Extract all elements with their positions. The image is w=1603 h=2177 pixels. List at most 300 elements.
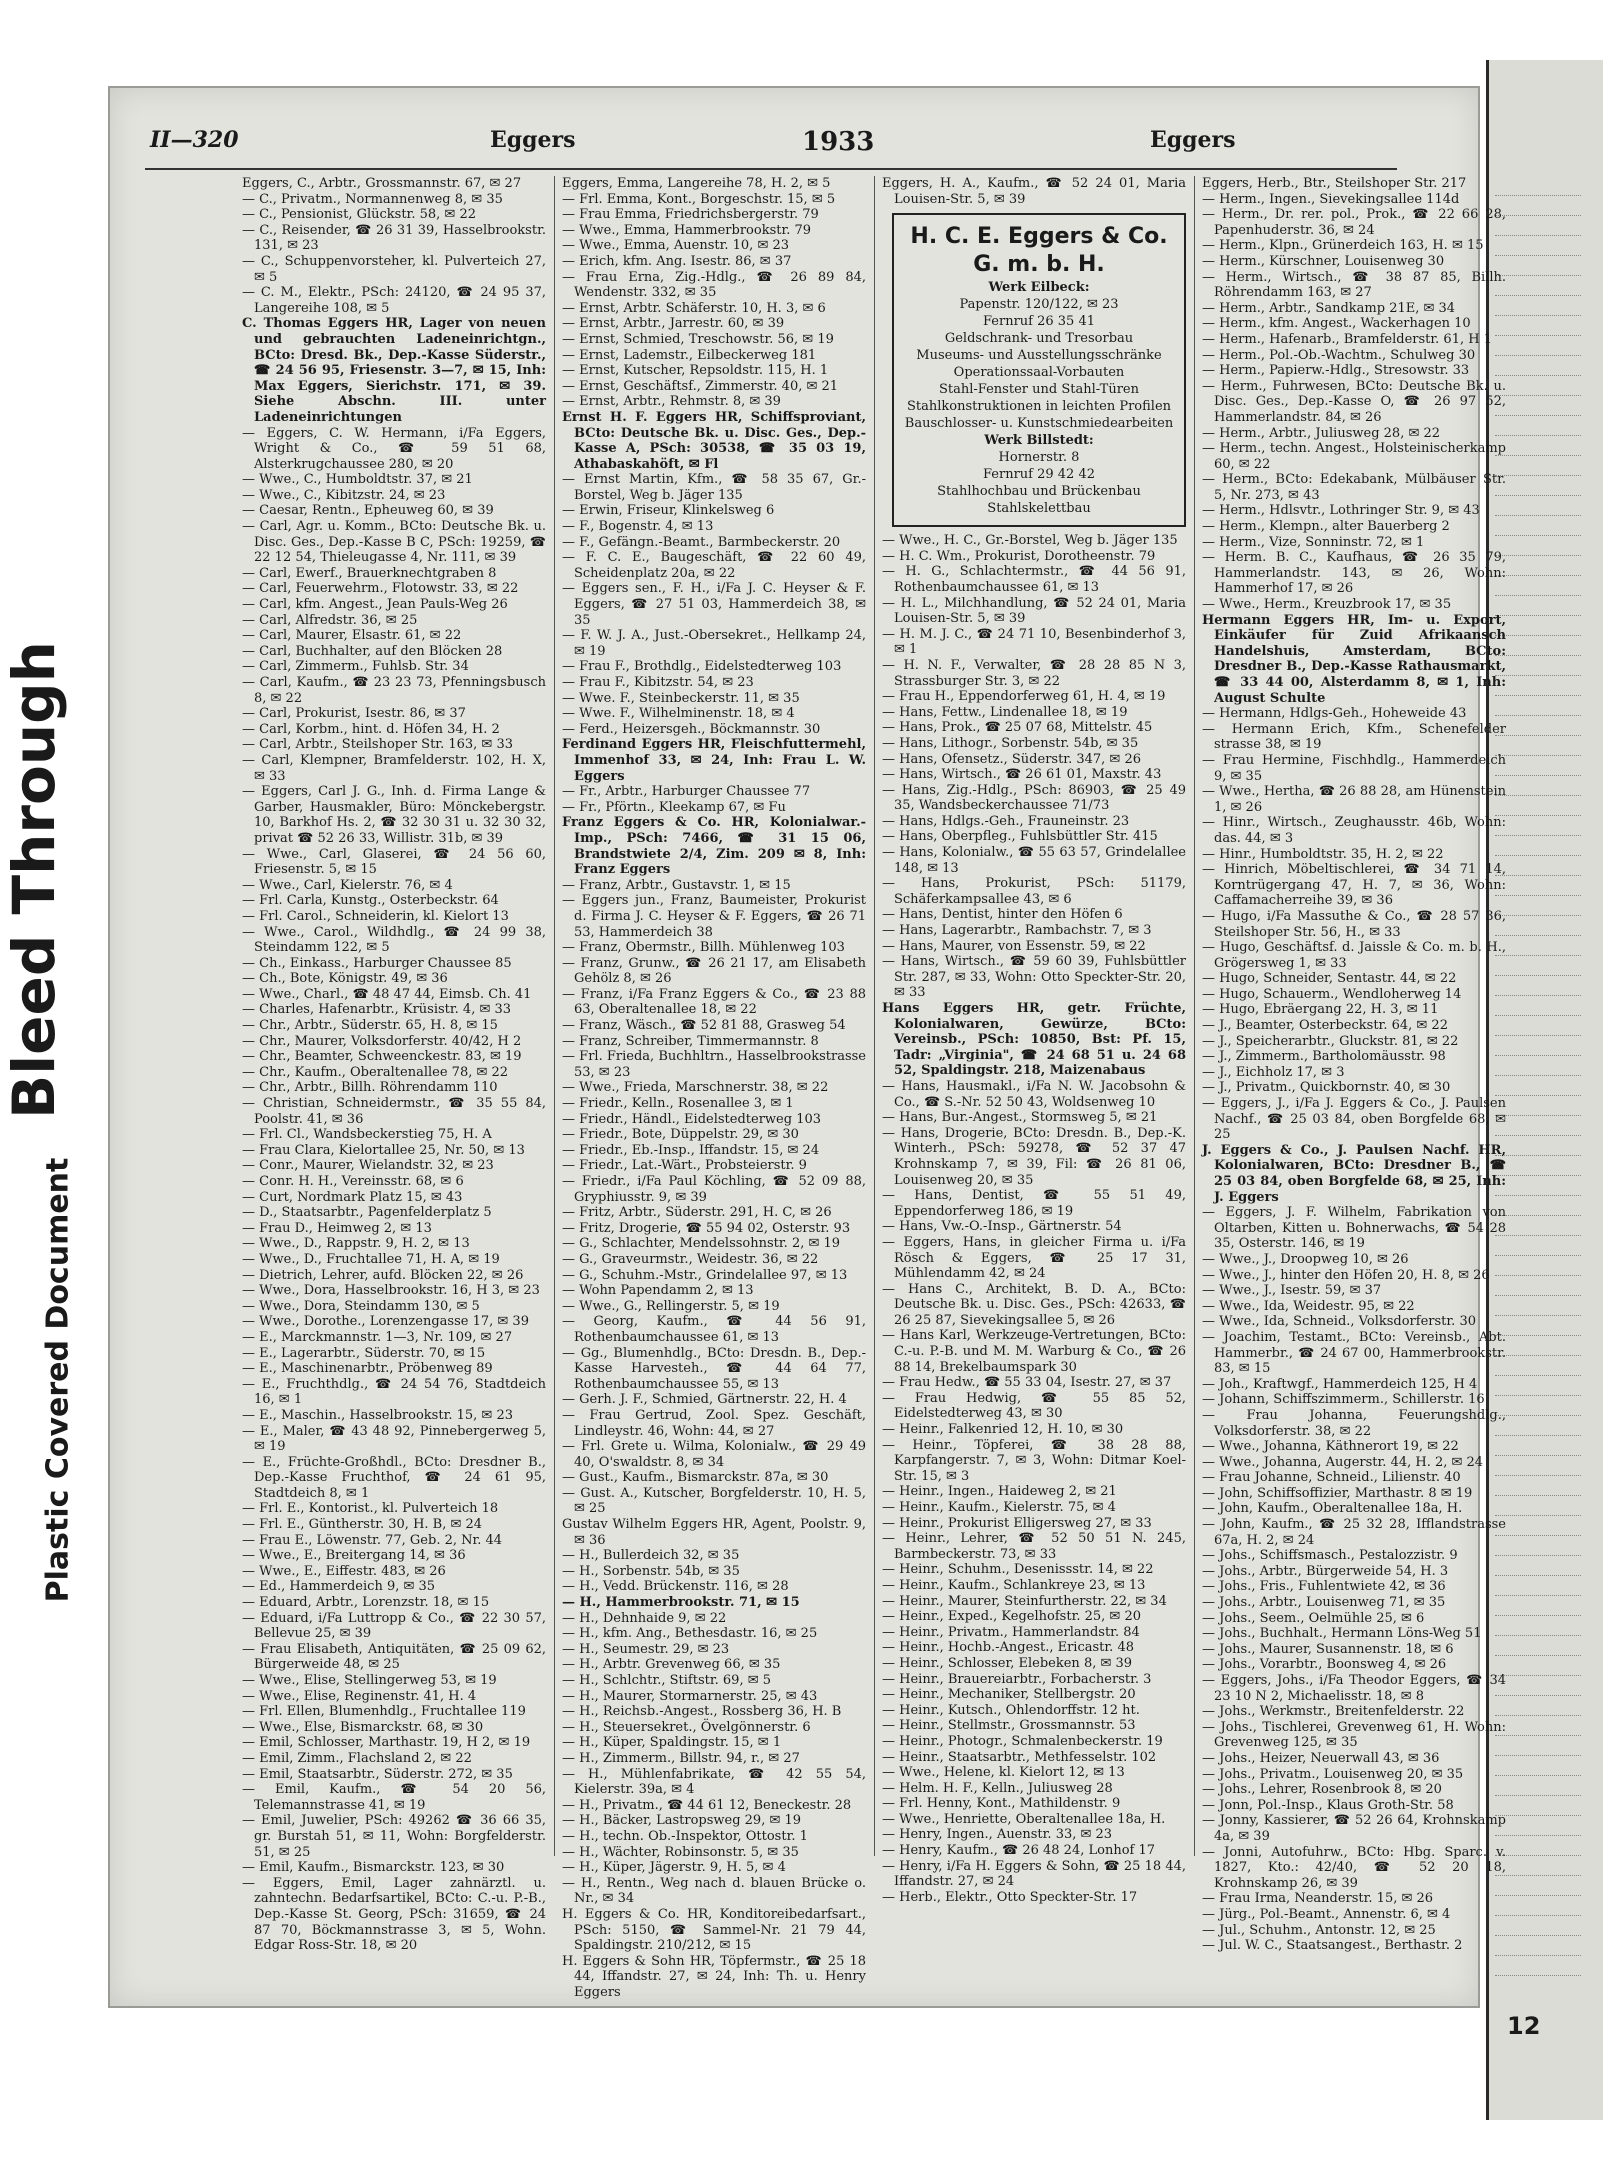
directory-entry: — Ernst, Geschäftsf., Zimmerstr. 40, ✉ 21 <box>562 378 839 394</box>
directory-entry: — Frl. E., Kontorist., kl. Pulverteich 18 <box>242 1501 499 1517</box>
directory-entry: — H., Küper, Spaldingstr. 15, ✉ 1 <box>562 1735 782 1751</box>
directory-entry: — John, Kaufm., Oberaltenallee 18a, H. <box>1202 1501 1463 1517</box>
directory-entry: — H., Steuersekret., Övelgönnerstr. 6 <box>562 1719 811 1735</box>
directory-columns <box>242 176 1512 2000</box>
directory-entry: — Hinr., Wirtsch., Zeughausstr. 46b, Wohn: das. 44, ✉ 3 <box>1202 815 1506 846</box>
header-rule <box>145 168 1397 170</box>
directory-entry: — Wwe., E., Eiffestr. 483, ✉ 26 <box>242 1563 446 1579</box>
directory-entry: — H., Vedd. Brückenstr. 116, ✉ 28 <box>562 1579 789 1595</box>
directory-entry: — Eggers, Johs., i/Fa Theodor Eggers, ☎ 34 23 10 N 2, Michaelisstr. 18, ✉ 8 <box>1202 1673 1506 1704</box>
directory-entry: — Ernst, Arbtr. Schäferstr. 10, H. 3, ✉ 6 <box>562 300 826 316</box>
directory-entry: — Hans, Wirtsch., ☎ 59 60 39, Fuhlsbüttler Str. 287, ✉ 33, Wohn: Otto Speckter-Str. 20, ✉ 33 <box>882 954 1186 1001</box>
directory-entry: — C., Pensionist, Glückstr. 58, ✉ 22 <box>242 207 476 223</box>
directory-entry: — J., Beamter, Osterbeckstr. 64, ✉ 22 <box>1202 1018 1448 1034</box>
directory-entry: — Frau Elisabeth, Antiquitäten, ☎ 25 09 62, Bürgerweide 48, ✉ 25 <box>242 1641 546 1673</box>
directory-entry: H. Eggers & Co. HR, Konditoreibedarfsart., PSch: 5150, ☎ Sammel-Nr. 21 79 44, Spaldingstr. 210/212, ✉ 15 <box>562 1906 866 1954</box>
directory-entry: — Chr., Kaufm., Oberaltenallee 78, ✉ 22 <box>242 1064 509 1080</box>
directory-entry: — Wwe., C., Humboldtstr. 37, ✉ 21 <box>242 472 473 488</box>
page-header <box>150 127 1400 159</box>
directory-entry: — Friedr., Eb.-Insp., Iffandstr. 15, ✉ 24 <box>562 1142 820 1158</box>
directory-entry: Eggers, H. A., Kaufm., ☎ 52 24 01, Maria Louisen-Str. 5, ✉ 39 <box>882 176 1186 207</box>
directory-entry: — H., Dehnhaide 9, ✉ 22 <box>562 1610 727 1626</box>
directory-entry: — Jonny, Kassierer, ☎ 52 26 64, Krohnskamp 4a, ✉ 39 <box>1202 1813 1506 1844</box>
directory-entry: — Hans, Hdlgs.-Geh., Frauneinstr. 23 <box>882 813 1130 829</box>
directory-entry: — Heinr., Falkenried 12, H. 10, ✉ 30 <box>882 1422 1124 1438</box>
advertisement-line: Stahl-Fenster und Stahl-Türen <box>939 382 1139 398</box>
directory-entry: — Emil, Juwelier, PSch: 49262 ☎ 36 66 35, gr. Burstah 51, ✉ 11, Wohn: Borgfelderstr. 51, ✉ 25 <box>242 1813 546 1860</box>
directory-entry: — Herm., Hdlsvtr., Lothringer Str. 9, ✉ 43 <box>1202 503 1480 519</box>
directory-entry: — Johs., Arbtr., Bürgerweide 54, H. 3 <box>1202 1563 1449 1579</box>
directory-entry: — Carl, kfm. Angest., Jean Pauls-Weg 26 <box>242 597 508 613</box>
directory-entry: — Heinr., Prokurist Elligersweg 27, ✉ 33 <box>882 1515 1152 1531</box>
directory-entry: — Hugo, Schneider, Sentastr. 44, ✉ 22 <box>1202 971 1457 987</box>
directory-entry: — Johs., Tischlerei, Grevenweg 61, H. Wohn: Grevenweg 125, ✉ 35 <box>1202 1719 1506 1751</box>
directory-entry: — H., Küper, Jägerstr. 9, H. 5, ✉ 4 <box>562 1860 786 1876</box>
directory-entry: — Emil, Kaufm., ☎ 54 20 56, Telemannstrasse 41, ✉ 19 <box>242 1782 546 1813</box>
directory-entry: — Wwe., Elise, Stellingerweg 53, ✉ 19 <box>242 1673 497 1688</box>
directory-entry: H. Eggers & Sohn HR, Töpfermstr., ☎ 25 18 44, Iffandstr. 27, ✉ 24, Inh: Th. u. Henry Eggers <box>562 1953 866 2000</box>
directory-entry: — Heinr., Photogr., Schmalenbeckerstr. 19 <box>882 1733 1163 1749</box>
directory-entry: — Herm., BCto: Edekabank, Mülbäuser Str. 5, Nr. 273, ✉ 43 <box>1202 472 1506 503</box>
directory-entry: — H. G., Schlachtermstr., ☎ 44 56 91, Rothenbaumchaussee 61, ✉ 13 <box>882 564 1186 595</box>
directory-entry: — Franz, Wäsch., ☎ 52 81 88, Grasweg 54 <box>562 1018 846 1034</box>
directory-entry: — Heinr., Kaufm., Schlankreye 23, ✉ 13 <box>882 1577 1146 1593</box>
column-2 <box>562 176 866 2000</box>
directory-entry: — Wwe., Henriette, Oberaltenallee 18a, H. <box>882 1811 1166 1827</box>
directory-entry: — Hans Karl, Werkzeuge-Vertretungen, BCto: C.-u. P.-B. und M. M. Warburg & Co., ☎ 26 88 14, Brekelbaumspark 30 <box>882 1328 1186 1375</box>
directory-entry: — C., Schuppenvorsteher, kl. Pulverteich 27, ✉ 5 <box>242 253 546 285</box>
directory-entry: — Eggers, Hans, in gleicher Firma u. i/Fa Rösch & Eggers, ☎ 25 17 31, Mühlendamm 42, ✉ 24 <box>882 1234 1186 1282</box>
directory-entry: — Johs., Maurer, Susannenstr. 18, ✉ 6 <box>1202 1641 1454 1657</box>
directory-entry: — H., Rentn., Weg nach d. blauen Brücke o. Nr., ✉ 34 <box>562 1875 866 1907</box>
directory-entry: — Wwe., Hertha, ☎ 26 88 28, am Hünenstein 1, ✉ 26 <box>1202 784 1506 815</box>
directory-entry: — Heinr., Kutsch., Ohlendorffstr. 12 ht. <box>882 1702 1140 1718</box>
directory-entry: — Carl, Ewerf., Brauerknechtgraben 8 <box>242 565 497 581</box>
directory-entry: — Hans, Dentist, hinter den Höfen 6 <box>882 907 1123 923</box>
directory-entry: — Fr., Pförtn., Kleekamp 67, ✉ Fu <box>562 799 786 815</box>
directory-entry: — John, Kaufm., ☎ 25 32 28, Ifflandstrasse 67a, H. 2, ✉ 24 <box>1202 1517 1506 1548</box>
directory-entry: — Eggers sen., F. H., i/Fa J. C. Heyser & F. Eggers, ☎ 27 51 03, Hammerdeich 38, ✉ 35 <box>562 581 866 628</box>
directory-entry: — H., Maurer, Stormarnerstr. 25, ✉ 43 <box>562 1688 818 1704</box>
directory-entry: — Ernst, Lademstr., Eilbeckerweg 181 <box>562 347 817 363</box>
directory-entry: — Herm., Arbtr., Sandkamp 21E, ✉ 34 <box>1202 300 1456 316</box>
directory-entry: — Herm., Wirtsch., ☎ 38 87 85, Billh. Röhrendamm 163, ✉ 27 <box>1202 269 1506 301</box>
directory-entry: — Helm. H. F., Kelln., Juliusweg 28 <box>882 1780 1113 1796</box>
directory-entry: — Heinr., Stellmstr., Grossmannstr. 53 <box>882 1718 1136 1734</box>
directory-entry: — Emil, Staatsarbtr., Süderstr. 272, ✉ 35 <box>242 1766 513 1782</box>
directory-entry: — Gg., Blumenhdlg., BCto: Dresdn. B., Dep.-Kasse Harvesteh., ☎ 44 64 77, Rothenbaumchaussee 55, ✉ 13 <box>562 1345 866 1392</box>
directory-entry: — Christian, Schneidermstr., ☎ 35 55 84, Poolstr. 41, ✉ 36 <box>242 1096 546 1127</box>
directory-entry: — Wwe. F., Wilhelminenstr. 18, ✉ 4 <box>562 706 795 722</box>
directory-entry: — Frau Johanne, Schneid., Lilienstr. 40 <box>1202 1470 1461 1486</box>
directory-entry: — Frl. Emma, Kont., Borgeschstr. 15, ✉ 5 <box>562 191 836 207</box>
directory-entry: — Hans, Dentist, ☎ 55 51 49, Eppendorferweg 186, ✉ 19 <box>882 1188 1186 1219</box>
directory-entry: — Frl. E., Güntherstr. 30, H. B, ✉ 24 <box>242 1517 483 1533</box>
directory-entry: Eggers, Emma, Langereihe 78, H. 2, ✉ 5 <box>562 176 831 191</box>
header-right-name: Eggers <box>1150 127 1236 153</box>
directory-entry: — Wwe., Carl, Glaserei, ☎ 24 56 60, Friesenstr. 5, ✉ 15 <box>242 846 546 878</box>
page-number: II—320 <box>150 127 239 153</box>
advertisement-line: Stahlhochbau und Brückenbau <box>937 484 1141 500</box>
advertisement-line: Stahlskelettbau <box>987 501 1091 517</box>
directory-entry: C. Thomas Eggers HR, Lager von neuen und gebrauchten Ladeneinrichtgn., BCto: Dresd. Bk., Dep.-Kasse Süderstr., ☎ 24 56 95, Friesenstr. 3—7, ✉ 15, Inh: Max Eggers, Sierichstr. 171, ✉ 39. Siehe Abschn. III. unter Ladeneinrichtungen <box>242 316 546 425</box>
directory-entry: — Carl, Prokurist, Isestr. 86, ✉ 37 <box>242 706 466 722</box>
directory-entry: — Hans, Zig.-Hdlg., PSch: 86903, ☎ 25 49 35, Wandsbeckerchaussee 71/73 <box>882 782 1186 814</box>
directory-entry: — Charles, Hafenarbtr., Krüsistr. 4, ✉ 33 <box>242 1002 512 1018</box>
directory-entry: — Herm., Pol.-Ob.-Wachtm., Schulweg 30 <box>1202 347 1476 363</box>
advertisement-box <box>892 213 1186 527</box>
directory-entry: — Henry, Kaufm., ☎ 26 48 24, Lonhof 17 <box>882 1843 1155 1859</box>
directory-entry: — Caesar, Rentn., Epheuweg 60, ✉ 39 <box>242 503 494 519</box>
directory-entry: — Carl, Buchhalter, auf den Blöcken 28 <box>242 643 503 659</box>
advertisement-line: Werk Billstedt: <box>984 433 1094 449</box>
directory-entry: — Franz, Grunw., ☎ 26 21 17, am Elisabeth Gehölz 8, ✉ 26 <box>562 955 866 987</box>
column-divider <box>554 176 555 1856</box>
directory-entry: — Heinr., Kaufm., Kielerstr. 75, ✉ 4 <box>882 1500 1116 1515</box>
directory-entry: — Heinr., Ingen., Haideweg 2, ✉ 21 <box>882 1484 1117 1500</box>
directory-entry: — Herm., Papierw.-Hdlg., Stresowstr. 33 <box>1202 363 1470 379</box>
directory-entry: — Wwe., H. C., Gr.-Borstel, Weg b. Jäger 135 <box>882 533 1178 549</box>
directory-entry: — Herb., Elektr., Otto Speckter-Str. 17 <box>882 1889 1138 1905</box>
directory-entry: — Wwe., Dora, Steindamm 130, ✉ 5 <box>242 1298 480 1314</box>
directory-entry: — Frau F., Brothdlg., Eidelstedterweg 103 <box>562 659 842 675</box>
directory-entry: — Hans, Hausmakl., i/Fa N. W. Jacobsohn & Co., ☎ S.-Nr. 52 50 43, Woldsenweg 10 <box>882 1078 1186 1110</box>
directory-entry: — Ed., Hammerdeich 9, ✉ 35 <box>242 1579 436 1595</box>
directory-entry: — Gerh. J. F., Schmied, Gärtnerstr. 22, H. 4 <box>562 1392 847 1408</box>
directory-entry: — Henry, Ingen., Auenstr. 33, ✉ 23 <box>882 1827 1113 1843</box>
column-4 <box>1202 176 1506 1956</box>
directory-entry: — Wwe., Else, Bismarckstr. 68, ✉ 30 <box>242 1719 484 1735</box>
directory-entry: Gustav Wilhelm Eggers HR, Agent, Poolstr. 9, ✉ 36 <box>562 1517 866 1548</box>
directory-entry: — Carl, Klempner, Bramfelderstr. 102, H. X, ✉ 33 <box>242 752 546 784</box>
directory-entry: — G., Schuhm.-Mstr., Grindelallee 97, ✉ 13 <box>562 1267 848 1283</box>
directory-entry: — Heinr., Brauereiarbtr., Forbacherstr. 3 <box>882 1671 1152 1687</box>
directory-entry: — H., Seumestr. 29, ✉ 23 <box>562 1641 730 1657</box>
bleed-through-label: Bleed Through <box>0 641 68 1119</box>
directory-entry: — Eggers, J. F. Wilhelm, Fabrikation von Oltarben, Kitten u. Bohnerwachs, ☎ 54 28 35, Osterstr. 146, ✉ 19 <box>1202 1205 1506 1252</box>
directory-entry: — Emil, Zimm., Flachsland 2, ✉ 22 <box>242 1750 472 1766</box>
directory-entry: — J., Eichholz 17, ✉ 3 <box>1202 1064 1345 1080</box>
directory-entry: — Wwe., Dorothe., Lorenzengasse 17, ✉ 39 <box>242 1314 529 1330</box>
directory-entry: — Hugo, i/Fa Massuthe & Co., ☎ 28 57 36, Steilshoper Str. 56, H., ✉ 33 <box>1202 908 1506 940</box>
directory-entry: — Fritz, Arbtr., Süderstr. 291, H. C, ✉ 26 <box>562 1205 832 1221</box>
directory-entry: — Gust. A., Kutscher, Borgfelderstr. 10, H. 5, ✉ 25 <box>562 1485 866 1517</box>
directory-entry: — E., Maschinenarbtr., Pröbenweg 89 <box>242 1361 493 1377</box>
directory-entry: — Heinr., Mechaniker, Stellbergstr. 20 <box>882 1687 1136 1703</box>
directory-entry: — H., Mühlenfabrikate, ☎ 42 55 54, Kielerstr. 39a, ✉ 4 <box>562 1766 866 1798</box>
directory-entry: — Wwe., Elise, Reginenstr. 41, H. 4 <box>242 1688 477 1704</box>
directory-entry: — Eggers, Carl J. G., Inh. d. Firma Lange & Garber, Hausmakler, Büro: Mönckebergstr. 10, Barkhof Hs. 2, ☎ 32 30 31 u. 32 30 32, privat ☎ 52 26 33, Willistr. 31b, ✉ 39 <box>242 784 546 846</box>
directory-entry: — Georg, Kaufm., ☎ 44 56 91, Rothenbaumchaussee 61, ✉ 13 <box>562 1314 866 1345</box>
directory-entry: — Johs., Fris., Fuhlentwiete 42, ✉ 36 <box>1202 1579 1446 1595</box>
directory-entry: — J., Speicherarbtr., Gluckstr. 81, ✉ 22 <box>1202 1033 1459 1049</box>
directory-entry: — Franz, i/Fa Franz Eggers & Co., ☎ 23 88 63, Oberaltenallee 18, ✉ 22 <box>562 986 866 1018</box>
directory-entry: — Frl. Henny, Kont., Mathildenstr. 9 <box>882 1796 1121 1812</box>
directory-entry: — Eduard, i/Fa Luttropp & Co., ☎ 22 30 57, Bellevue 25, ✉ 39 <box>242 1610 546 1642</box>
directory-entry: — Carl, Zimmerm., Fuhlsb. Str. 34 <box>242 659 469 675</box>
directory-entry: — Franz, Schreiber, Timmermannstr. 8 <box>562 1033 819 1049</box>
directory-entry: — Eduard, Arbtr., Lorenzstr. 18, ✉ 15 <box>242 1595 490 1611</box>
directory-entry: — Eggers, Emil, Lager zahnärztl. u. zahntechn. Bedarfsartikel, BCto: C.-u. P.-B., Dep.-Kasse St. Georg, PSch: 31659, ☎ 24 87 70, Böckmannstrasse 3, ✉ 5, Wohn. Edgar Ross-Str. 18, ✉ 20 <box>242 1875 546 1954</box>
directory-entry: — Johs., Werkmstr., Breitenfelderstr. 22 <box>1202 1704 1465 1720</box>
directory-entry: — Herm., techn. Angest., Holsteinischerkamp 60, ✉ 22 <box>1202 441 1506 472</box>
directory-entry: — Wwe., Emma, Auenstr. 10, ✉ 23 <box>562 238 790 254</box>
directory-entry: — H., Arbtr. Grevenweg 66, ✉ 35 <box>562 1657 781 1673</box>
directory-entry: — Johs., Lehrer, Rosenbrook 8, ✉ 20 <box>1202 1782 1442 1798</box>
directory-entry: — H., Privatm., ☎ 44 61 12, Beneckestr. 28 <box>562 1797 852 1813</box>
directory-entry: — Hans, Oberpfleg., Fuhlsbüttler Str. 415 <box>882 829 1158 845</box>
advertisement-subtitle: G. m. b. H. <box>973 252 1105 278</box>
directory-entry: — H. L., Milchhandlung, ☎ 52 24 01, Maria Louisen-Str. 5, ✉ 39 <box>882 595 1186 627</box>
directory-entry: — Herm. B. C., Kaufhaus, ☎ 26 35 79, Hammerlandstr. 143, ✉ 26, Wohn: Hammerhof 17, ✉ 26 <box>1202 550 1506 597</box>
directory-entry: — Eggers, C. W. Hermann, i/Fa Eggers, Wright & Co., ☎ 59 51 68, Alsterkrugchaussee 280, ✉ 20 <box>242 425 546 472</box>
directory-entry: — Frau Irma, Neanderstr. 15, ✉ 26 <box>1202 1891 1434 1907</box>
directory-entry: — Ernst, Kutscher, Repsoldstr. 115, H. 1 <box>562 363 829 379</box>
column-divider <box>1194 176 1195 1856</box>
directory-entry: — Wwe., Charl., ☎ 48 47 44, Eimsb. Ch. 41 <box>242 986 532 1002</box>
directory-entry: — Fr., Arbtr., Harburger Chaussee 77 <box>562 784 811 800</box>
directory-entry: — Friedr., Bote, Düppelstr. 29, ✉ 30 <box>562 1127 799 1143</box>
directory-entry: — H., Hammerbrookstr. 71, ✉ 15 <box>562 1595 800 1611</box>
directory-entry: — Ernst, Arbtr., Rehmstr. 8, ✉ 39 <box>562 394 781 410</box>
directory-entry: Eggers, C., Arbtr., Grossmannstr. 67, ✉ 27 <box>242 176 522 191</box>
directory-entry: — H., Schlchtr., Stiftstr. 69, ✉ 5 <box>562 1673 772 1688</box>
directory-entry: — Joachim, Testamt., BCto: Vereinsb., Abt. Hammerbr., ☎ 24 67 00, Hammerbrookstr. 83, ✉ 15 <box>1202 1329 1506 1377</box>
advertisement-line: Papenstr. 120/122, ✉ 23 <box>959 297 1119 313</box>
advertisement-line: Werk Eilbeck: <box>988 280 1090 296</box>
directory-entry: — Wwe., Johanna, Käthnerort 19, ✉ 22 <box>1202 1439 1459 1455</box>
directory-entry: — Heinr., Privatm., Hammerlandstr. 84 <box>882 1624 1140 1640</box>
directory-entry: — Jonn, Pol.-Insp., Klaus Groth-Str. 58 <box>1202 1797 1454 1813</box>
directory-entry: — Hermann Erich, Kfm., Schenefelder strasse 38, ✉ 19 <box>1202 721 1506 753</box>
directory-entry: — C. M., Elektr., PSch: 24120, ☎ 24 95 37, Langereihe 108, ✉ 5 <box>242 285 546 316</box>
directory-entry: — Wwe., Dora, Hasselbrookstr. 16, H 3, ✉ 23 <box>242 1283 540 1299</box>
directory-entry: J. Eggers & Co., J. Paulsen Nachf. HR, Kolonialwaren, BCto: Dresdner B., ☎ 25 03 84, oben Borgfelde 68, ✉ 25, Inh: J. Eggers <box>1202 1142 1506 1205</box>
advertisement-line: Bauschlosser- u. Kunstschmiedearbeiten <box>904 416 1174 432</box>
directory-entry: — Frau Emma, Friedrichsbergerstr. 79 <box>562 207 819 223</box>
plastic-covered-label: Plastic Covered Document <box>40 1157 76 1603</box>
directory-entry: — Wwe., J., Isestr. 59, ✉ 37 <box>1202 1283 1382 1299</box>
advertisement-line: Geldschrank- und Tresorbau <box>944 331 1134 347</box>
directory-entry: — Hinrich, Möbeltischlerei, ☎ 34 71 14, Korntrügergang 47, H. 7, ✉ 36, Wohn: Caffamacherreihe 39, ✉ 36 <box>1202 862 1506 909</box>
advertisement-line: Operationssaal-Vorbauten <box>953 365 1125 381</box>
advertisement-line: Museums- und Ausstellungsschränke <box>916 348 1162 364</box>
directory-entry: — Hans, Vw.-O.-Insp., Gärtnerstr. 54 <box>882 1219 1122 1235</box>
directory-entry: — Conr., Maurer, Wielandstr. 32, ✉ 23 <box>242 1158 494 1174</box>
directory-entry: — Emil, Schlosser, Marthastr. 19, H 2, ✉ 19 <box>242 1735 531 1751</box>
directory-entry: — E., Lagerarbtr., Süderstr. 70, ✉ 15 <box>242 1345 486 1361</box>
directory-entry: — Frau F., Kibitzstr. 54, ✉ 23 <box>562 675 754 690</box>
directory-entry: — Johs., Schiffsmasch., Pestalozzistr. 9 <box>1202 1548 1458 1564</box>
directory-entry: — Henry, i/Fa H. Eggers & Sohn, ☎ 25 18 44, Iffandstr. 27, ✉ 24 <box>882 1858 1186 1890</box>
directory-entry: — Ch., Einkass., Harburger Chaussee 85 <box>242 955 512 971</box>
directory-entry: — Heinr., Staatsarbtr., Methfesselstr. 102 <box>882 1749 1157 1765</box>
edge-text-line <box>1495 1960 1581 1976</box>
directory-entry: — Johs., Privatm., Louisenweg 20, ✉ 35 <box>1202 1766 1464 1782</box>
directory-entry: — F., Gefängn.-Beamt., Barmbeckerstr. 20 <box>562 534 841 550</box>
directory-entry: — Frau Erna, Zig.-Hdlg., ☎ 26 89 84, Wendenstr. 332, ✉ 35 <box>562 269 866 301</box>
directory-entry: — Johs., Vorarbtr., Boonsweg 4, ✉ 26 <box>1202 1657 1447 1673</box>
directory-entry: — Wwe., G., Rellingerstr. 5, ✉ 19 <box>562 1298 780 1314</box>
directory-entry: — H., Zimmerm., Billstr. 94, r., ✉ 27 <box>562 1750 800 1766</box>
directory-entry: — Wwe., Emma, Hammerbrookstr. 79 <box>562 222 812 238</box>
directory-entry: — Friedr., Kelln., Rosenallee 3, ✉ 1 <box>562 1096 794 1112</box>
directory-entry: — Heinr., Maurer, Steinfurtherstr. 22, ✉ 34 <box>882 1593 1167 1609</box>
directory-entry: — Frau Gertrud, Zool. Spez. Geschäft, Lindleystr. 46, Wohn: 44, ✉ 27 <box>562 1407 866 1439</box>
directory-entry: — Hugo, Ebräergang 22, H. 3, ✉ 11 <box>1202 1002 1439 1018</box>
directory-entry: — Hugo, Schauerm., Wendloherweg 14 <box>1202 986 1462 1002</box>
directory-entry: — Jonni, Autofuhrw., BCto: Hbg. Sparc. v. 1827, Kto.: 42/40, ☎ 52 20 18, Krohnskamp 26, ✉ 39 <box>1202 1844 1506 1891</box>
advertisement-line: Hornerstr. 8 <box>998 450 1080 466</box>
directory-entry: — Jürg., Pol.-Beamt., Annenstr. 6, ✉ 4 <box>1202 1906 1451 1922</box>
directory-entry: — E., Maschin., Hasselbrookstr. 15, ✉ 23 <box>242 1407 514 1423</box>
header-left-name: Eggers <box>490 127 576 153</box>
directory-entry: — Chr., Arbtr., Billh. Röhrendamm 110 <box>242 1080 498 1096</box>
directory-entry: — F., Bogenstr. 4, ✉ 13 <box>562 519 714 535</box>
directory-entry: — Hans, Lithogr., Sorbenstr. 54b, ✉ 35 <box>882 735 1139 751</box>
directory-entry: — Frau E., Löwenstr. 77, Geb. 2, Nr. 44 <box>242 1532 503 1548</box>
directory-entry: — Hans, Prok., ☎ 25 07 68, Mittelstr. 45 <box>882 720 1153 736</box>
directory-entry: — Carl, Feuerwehrm., Flotowstr. 33, ✉ 22 <box>242 581 519 597</box>
directory-entry: — Hermann, Hdlgs-Geh., Hoheweide 43 <box>1202 706 1467 722</box>
directory-entry: — Frl. Carol., Schneiderin, kl. Kielort 13 <box>242 908 509 924</box>
directory-entry: — Herm., Fuhrwesen, BCto: Deutsche Bk. u. Disc. Ges., Dep.-Kasse O, ☎ 26 97 52, Hammerlandstr. 84, ✉ 26 <box>1202 378 1506 425</box>
directory-entry: Ferdinand Eggers HR, Fleischfuttermehl, Immenhof 33, ✉ 24, Inh: Frau L. W. Eggers <box>562 737 866 784</box>
directory-entry: — E., Fruchthdlg., ☎ 24 54 76, Stadtdeich 16, ✉ 1 <box>242 1376 546 1408</box>
directory-entry: — Wwe., Carl, Kielerstr. 76, ✉ 4 <box>242 877 453 893</box>
directory-entry: — F. C. E., Baugeschäft, ☎ 22 60 49, Scheidenplatz 20a, ✉ 22 <box>562 550 866 581</box>
directory-entry: — Hugo, Geschäftsf. d. Jaissle & Co. m. b. H., Grögersweg 1, ✉ 33 <box>1202 940 1506 971</box>
directory-entry: Hermann Eggers HR, Im- u. Export, Einkäufer für Zuid Afrikaansch Handelshuis, Amsterdam, BCto: Dresdner B., Dep.-Kasse Rathausmarkt, ☎ 33 44 00, Alsterdamm 8, ✉ 1, Inh: August Schulte <box>1202 612 1506 706</box>
directory-entry: — Johs., Buchhalt., Hermann Löns-Weg 51 <box>1202 1626 1482 1642</box>
directory-entry: — Frau Johanna, Feuerungshdlg., Volksdorferstr. 38, ✉ 22 <box>1202 1407 1506 1439</box>
directory-entry: — John, Schiffsoffizier, Marthastr. 8 ✉ 19 <box>1202 1485 1473 1501</box>
column-divider <box>874 176 875 1856</box>
directory-entry: — Frl. Grete u. Wilma, Kolonialw., ☎ 29 49 40, O'swaldstr. 8, ✉ 34 <box>562 1439 866 1470</box>
directory-entry: — H. N. F., Verwalter, ☎ 28 28 85 N 3, Strassburger Str. 3, ✉ 22 <box>882 657 1186 689</box>
directory-entry: — Frl. Carla, Kunstg., Osterbeckstr. 64 <box>242 893 499 909</box>
directory-entry: — E., Früchte-Großhdl., BCto: Dresdner B., Dep.-Kasse Fruchthof, ☎ 24 61 95, Stadtdeich 8, ✉ 1 <box>242 1454 546 1501</box>
directory-entry: — Heinr., Exped., Kegelhofstr. 25, ✉ 20 <box>882 1609 1141 1625</box>
directory-entry: — Joh., Kraftwgf., Hammerdeich 125, H 4 <box>1202 1376 1478 1392</box>
directory-entry: — Carl, Maurer, Elsastr. 61, ✉ 22 <box>242 628 462 644</box>
directory-entry: — Johs., Arbtr., Louisenweg 71, ✉ 35 <box>1202 1595 1446 1611</box>
directory-entry: — Wwe., Carol., Wildhdlg., ☎ 24 99 38, Steindamm 122, ✉ 5 <box>242 924 546 956</box>
directory-entry: — C., Reisender, ☎ 26 31 39, Hasselbrookstr. 131, ✉ 23 <box>242 222 546 254</box>
directory-entry: — Carl, Kaufm., ☎ 23 23 73, Pfenningsbusch 8, ✉ 22 <box>242 675 546 706</box>
directory-entry: — Chr., Maurer, Volksdorferstr. 40/42, H 2 <box>242 1033 522 1049</box>
directory-entry: — H., Reichsb.-Angest., Rossberg 36, H. B <box>562 1704 842 1720</box>
directory-entry: — Friedr., Lat.-Wärt., Probsteierstr. 9 <box>562 1158 807 1174</box>
directory-entry: — Dietrich, Lehrer, aufd. Blöcken 22, ✉ 26 <box>242 1267 524 1283</box>
directory-entry: — Eggers, J., i/Fa J. Eggers & Co., J. Paulsen Nachf., ☎ 25 03 84, oben Borgfelde 68, ✉ 25 <box>1202 1096 1506 1143</box>
directory-entry: Franz Eggers & Co. HR, Kolonialwar.-Imp., PSch: 7466, ☎ 31 15 06, Brandstwiete 2/4, Zim. 209 ✉ 8, Inh: Franz Eggers <box>562 815 866 878</box>
directory-entry: — Carl, Arbtr., Steilshoper Str. 163, ✉ 33 <box>242 737 513 753</box>
directory-entry: — Frl. Frieda, Buchhltrn., Hasselbrookstrasse 53, ✉ 23 <box>562 1049 866 1080</box>
advertisement-line: Fernruf 29 42 42 <box>982 467 1095 483</box>
directory-entry: — Curt, Nordmark Platz 15, ✉ 43 <box>242 1189 463 1205</box>
directory-entry: — H., techn. Ob.-Inspektor, Ottostr. 1 <box>562 1828 808 1844</box>
directory-entry: — Chr., Arbtr., Süderstr. 65, H. 8, ✉ 15 <box>242 1018 498 1034</box>
directory-entry: — Conr. H. H., Vereinsstr. 68, ✉ 6 <box>242 1174 464 1189</box>
directory-entry: — Hans, Drogerie, BCto: Dresdn. B., Dep.-K. Winterh., PSch: 59278, ☎ 52 37 47 Krohnskamp 7, ✉ 39, Fil: ☎ 26 81 06, Louisenweg 20, ✉ 35 <box>882 1125 1186 1188</box>
directory-entry: — Wwe., Frieda, Marschnerstr. 38, ✉ 22 <box>562 1080 829 1096</box>
header-year: 1933 <box>802 127 875 157</box>
directory-entry: — Herm., Hafenarb., Bramfelderstr. 61, H 1 <box>1202 331 1492 347</box>
next-page-number: 12 <box>1507 2012 1541 2040</box>
directory-entry: — Hans, Fettw., Lindenallee 18, ✉ 19 <box>882 704 1128 720</box>
directory-entry: — Emil, Kaufm., Bismarckstr. 123, ✉ 30 <box>242 1860 505 1876</box>
directory-entry: — H., Bullerdeich 32, ✉ 35 <box>562 1548 740 1564</box>
directory-entry: — G., Graveurmstr., Weidestr. 36, ✉ 22 <box>562 1251 819 1267</box>
directory-entry: — Hans, Bur.-Angest., Stormsweg 5, ✉ 21 <box>882 1110 1158 1126</box>
directory-entry: — Heinr., Schuhm., Desenissstr. 14, ✉ 22 <box>882 1562 1154 1578</box>
directory-entry: — Friedr., Händl., Eidelstedterweg 103 <box>562 1111 822 1127</box>
directory-entry: Ernst H. F. Eggers HR, Schiffsproviant, BCto: Deutsche Bk. u. Disc. Ges., Dep.-Kasse A, PSch: 30538, ☎ 35 03 19, Athabaskahöft, ✉ Fl <box>562 409 866 472</box>
directory-entry: — Hans, Wirtsch., ☎ 26 61 01, Maxstr. 43 <box>882 767 1162 783</box>
directory-entry: — Carl, Agr. u. Komm., BCto: Deutsche Bk. u. Disc. Ges., Dep.-Kasse B C, PSch: 19259, ☎ 22 12 54, Thieleugasse 4, Nr. 111, ✉ 39 <box>242 519 546 566</box>
directory-entry: — Hinr., Humboldtstr. 35, H. 2, ✉ 22 <box>1202 846 1444 862</box>
directory-entry: — Hans, Prokurist, PSch: 51179, Schäferkampsallee 43, ✉ 6 <box>882 876 1186 907</box>
directory-entry: — Frau Hedw., ☎ 55 33 04, Isestr. 27, ✉ 37 <box>882 1375 1172 1391</box>
directory-entry: Eggers, Herb., Btr., Steilshoper Str. 217 <box>1202 176 1467 191</box>
directory-entry: — Chr., Beamter, Schweenckestr. 83, ✉ 19 <box>242 1049 522 1065</box>
directory-entry: — Frau H., Eppendorferweg 61, H. 4, ✉ 19 <box>882 689 1166 705</box>
directory-entry: — J., Privatm., Quickbornstr. 40, ✉ 30 <box>1202 1080 1451 1096</box>
directory-entry: — H. M. J. C., ☎ 24 71 10, Besenbinderhof 3, ✉ 1 <box>882 626 1186 658</box>
directory-entry: — Franz, Arbtr., Gustavstr. 1, ✉ 15 <box>562 877 791 893</box>
directory-entry: — C., Privatm., Normannenweg 8, ✉ 35 <box>242 191 503 207</box>
directory-entry: — G., Schlachter, Mendelssohnstr. 2, ✉ 19 <box>562 1236 841 1252</box>
directory-entry: — Eggers jun., Franz, Baumeister, Prokurist d. Firma J. C. Heyser & F. Eggers, ☎ 26 71 53, Hammerdeich 38 <box>562 893 866 940</box>
directory-entry: — H., kfm. Ang., Bethesdastr. 16, ✉ 25 <box>562 1626 818 1642</box>
directory-entry: — Heinr., Schlosser, Elebeken 8, ✉ 39 <box>882 1655 1133 1671</box>
directory-entry: — Herm., Klpn., Grünerdeich 163, H. ✉ 15 <box>1202 238 1484 254</box>
directory-entry: Hans Eggers HR, getr. Früchte, Kolonialwaren, Gewürze, BCto: Vereinsb., PSch: 10850, Bst: Pf. 15, Tadr: „Virginia", ☎ 24 68 51 u. 24 68 52, Spaldingstr. 218, Maizenabaus <box>882 1001 1186 1079</box>
directory-entry: — Wwe. F., Steinbeckerstr. 11, ✉ 35 <box>562 690 800 706</box>
directory-entry: — Friedr., i/Fa Paul Köchling, ☎ 52 09 88, Gryphiusstr. 9, ✉ 39 <box>562 1174 866 1205</box>
directory-entry: — Wwe., J., Droopweg 10, ✉ 26 <box>1202 1251 1409 1267</box>
directory-entry: — Herm., Ingen., Sievekingsallee 114d <box>1202 191 1460 207</box>
directory-entry: — Wwe., Helene, kl. Kielort 12, ✉ 13 <box>882 1765 1125 1781</box>
directory-entry: — Heinr., Lehrer, ☎ 52 50 51 N. 245, Barmbeckerstr. 73, ✉ 33 <box>882 1531 1186 1562</box>
directory-entry: — Ch., Bote, Königstr. 49, ✉ 36 <box>242 971 448 987</box>
directory-entry: — Ernst Martin, Kfm., ☎ 58 35 67, Gr.-Borstel, Weg b. Jäger 135 <box>562 472 866 503</box>
directory-entry: — H. C. Wm., Prokurist, Dorotheenstr. 79 <box>882 548 1156 564</box>
column-1 <box>242 176 546 1956</box>
directory-entry: — Johs., Heizer, Neuerwall 43, ✉ 36 <box>1202 1750 1440 1766</box>
directory-entry: — Hans, Lagerarbtr., Rambachstr. 7, ✉ 3 <box>882 923 1152 939</box>
directory-entry: — Wwe., Ida, Weidestr. 95, ✉ 22 <box>1202 1298 1415 1314</box>
directory-entry: — Wwe., Johanna, Augerstr. 44, H. 2, ✉ 24 <box>1202 1454 1484 1470</box>
directory-entry: — Herm., Dr. rer. pol., Prok., ☎ 22 66 28, Papenhuderstr. 36, ✉ 24 <box>1202 207 1506 238</box>
directory-entry: — Jul. W. C., Staatsangest., Berthastr. 2 <box>1202 1938 1463 1954</box>
directory-entry: — Frl. Cl., Wandsbeckerstieg 75, H. A <box>242 1127 492 1143</box>
directory-entry: — Erwin, Friseur, Klinkelsweg 6 <box>562 503 775 519</box>
directory-entry: — Johann, Schiffszimmerm., Schillerstr. 16 <box>1202 1392 1485 1408</box>
directory-entry: — Carl, Korbm., hint. d. Höfen 34, H. 2 <box>242 721 500 737</box>
directory-entry: — Hans, Maurer, von Essenstr. 59, ✉ 22 <box>882 938 1146 954</box>
directory-entry: — Herm., Arbtr., Juliusweg 28, ✉ 22 <box>1202 425 1441 441</box>
directory-entry: — Erich, kfm. Ang. Isestr. 86, ✉ 37 <box>562 253 792 269</box>
directory-entry: — Fritz, Drogerie, ☎ 55 94 02, Osterstr. 93 <box>562 1220 851 1236</box>
directory-entry: — Johs., Seem., Oelmühle 25, ✉ 6 <box>1202 1610 1425 1626</box>
advertisement-title: H. C. E. Eggers & Co. <box>910 224 1168 250</box>
directory-entry: — Herm., Klempn., alter Bauerberg 2 <box>1202 519 1450 535</box>
directory-entry: — Frau Hedwig, ☎ 55 85 52, Eidelstedterweg 43, ✉ 30 <box>882 1390 1186 1422</box>
directory-entry: — Herm., kfm. Angest., Wackerhagen 10 <box>1202 316 1471 332</box>
directory-entry: — Hans C., Architekt, B. D. A., BCto: Deutsche Bk. u. Disc. Ges., PSch: 42633, ☎ 26 25 87, Sievekingsallee 5, ✉ 26 <box>882 1281 1186 1328</box>
